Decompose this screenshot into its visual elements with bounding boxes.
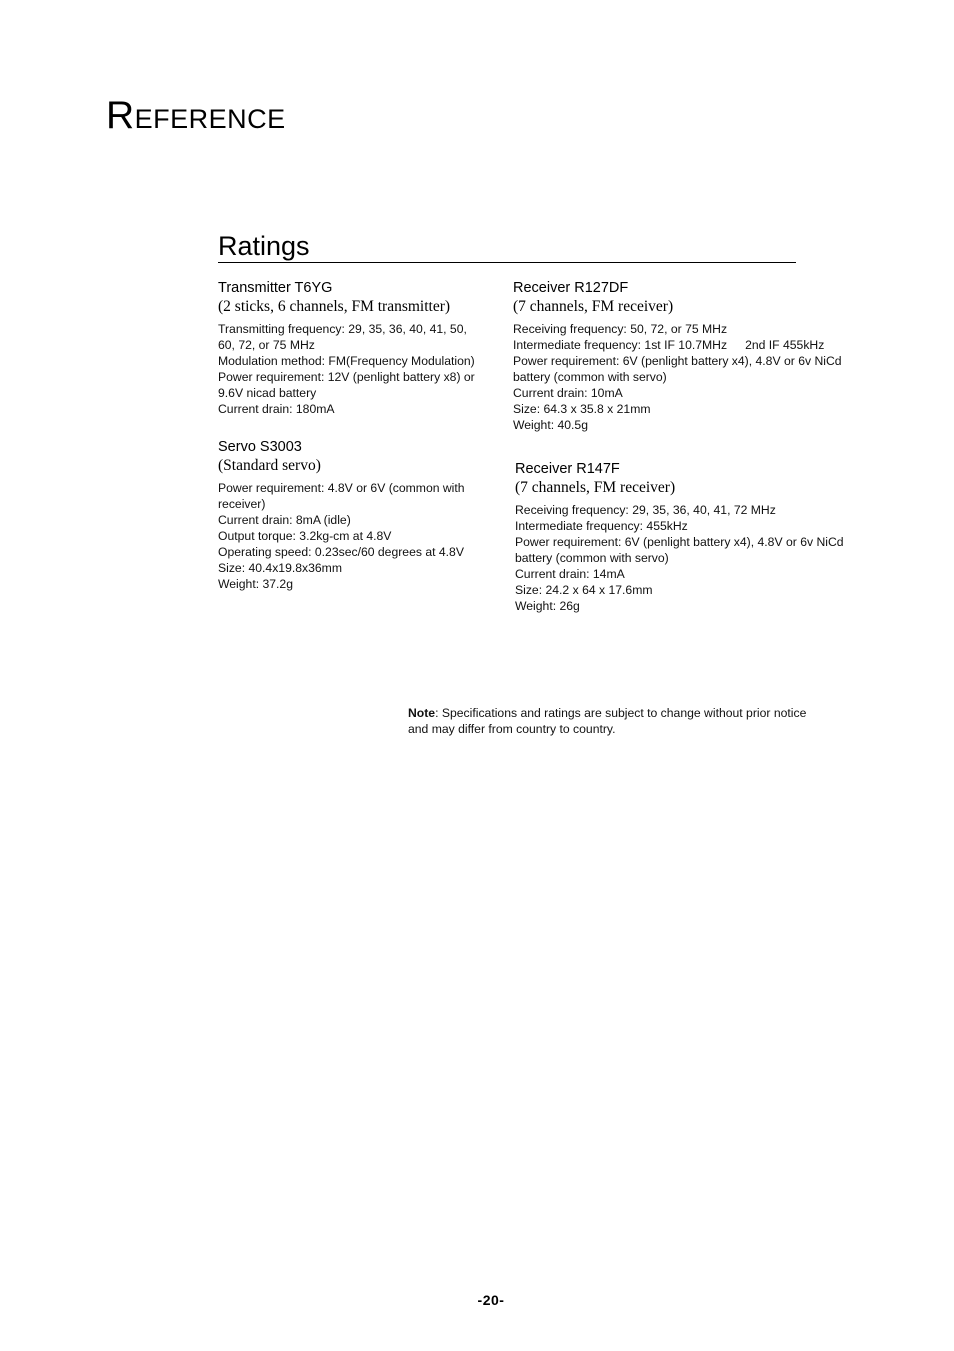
spec-line: Current drain: 180mA [218, 402, 335, 416]
ratings-heading: Ratings [218, 230, 796, 263]
note-text: : Specifications and ratings are subject to change without prior notice and may differ from country to country. [408, 706, 807, 736]
spec-line: receiver) [218, 497, 266, 511]
spec-line: battery (common with servo) [515, 551, 669, 565]
spec-line: Receiving frequency: 29, 35, 36, 40, 41, 72 MHz [515, 503, 776, 517]
transmitter-spec-block [218, 279, 508, 417]
spec-line: Size: 40.4x19.8x36mm [218, 561, 342, 575]
spec-line: Weight: 40.5g [513, 418, 588, 432]
receiver-r127df-subtitle: (7 channels, FM receiver) [513, 298, 674, 315]
transmitter-specs [218, 321, 508, 417]
servo-subtitle: (Standard servo) [218, 457, 321, 474]
spec-line: Current drain: 10mA [513, 386, 623, 400]
section-title: Reference [106, 94, 286, 137]
spec-line: 9.6V nicad battery [218, 386, 317, 400]
spec-line: Power requirement: 12V (penlight battery x8) or [218, 370, 475, 384]
spec-line: Intermediate frequency: 455kHz [515, 519, 688, 533]
spec-line: Current drain: 14mA [515, 567, 625, 581]
transmitter-subtitle: (2 sticks, 6 channels, FM transmitter) [218, 298, 451, 315]
note-paragraph [408, 705, 828, 737]
spec-line: Transmitting frequency: 29, 35, 36, 40, 41, 50, [218, 322, 467, 336]
spec-line: Power requirement: 6V (penlight battery x4), 4.8V or 6v NiCd [513, 354, 842, 368]
spec-line: Weight: 37.2g [218, 577, 293, 591]
spec-line: Power requirement: 4.8V or 6V (common with [218, 481, 465, 495]
note-label: Note [408, 706, 436, 720]
receiver-r147f-subtitle: (7 channels, FM receiver) [515, 479, 676, 496]
spec-line: Current drain: 8mA (idle) [218, 513, 351, 527]
spec-line: Size: 64.3 x 35.8 x 21mm [513, 402, 651, 416]
receiver-r127df-specs [513, 321, 893, 433]
spec-line: Receiving frequency: 50, 72, or 75 MHz [513, 322, 728, 336]
spec-line: battery (common with servo) [513, 370, 667, 384]
servo-title: Servo S3003 [218, 439, 302, 455]
spec-line-if [513, 337, 893, 353]
transmitter-title: Transmitter T6YG [218, 280, 333, 296]
receiver-r147f-specs [515, 502, 895, 614]
receiver-r147f-spec-block [515, 460, 895, 614]
servo-spec-block [218, 438, 508, 592]
servo-specs [218, 480, 508, 592]
if-second: 2nd IF 455kHz [745, 338, 825, 352]
spec-line: Modulation method: FM(Frequency Modulation) [218, 354, 475, 368]
if-first: Intermediate frequency: 1st IF 10.7MHz [513, 338, 728, 352]
receiver-r127df-title: Receiver R127DF [513, 280, 629, 296]
receiver-r147f-title: Receiver R147F [515, 461, 620, 477]
spec-line: 60, 72, or 75 MHz [218, 338, 315, 352]
spec-line: Power requirement: 6V (penlight battery x4), 4.8V or 6v NiCd [515, 535, 844, 549]
spec-line: Operating speed: 0.23sec/60 degrees at 4.8V [218, 545, 464, 559]
receiver-r127df-spec-block [513, 279, 893, 433]
spec-line: Output torque: 3.2kg-cm at 4.8V [218, 529, 392, 543]
spec-line: Weight: 26g [515, 599, 580, 613]
page-number: -20- [477, 1292, 505, 1308]
spec-line: Size: 24.2 x 64 x 17.6mm [515, 583, 653, 597]
